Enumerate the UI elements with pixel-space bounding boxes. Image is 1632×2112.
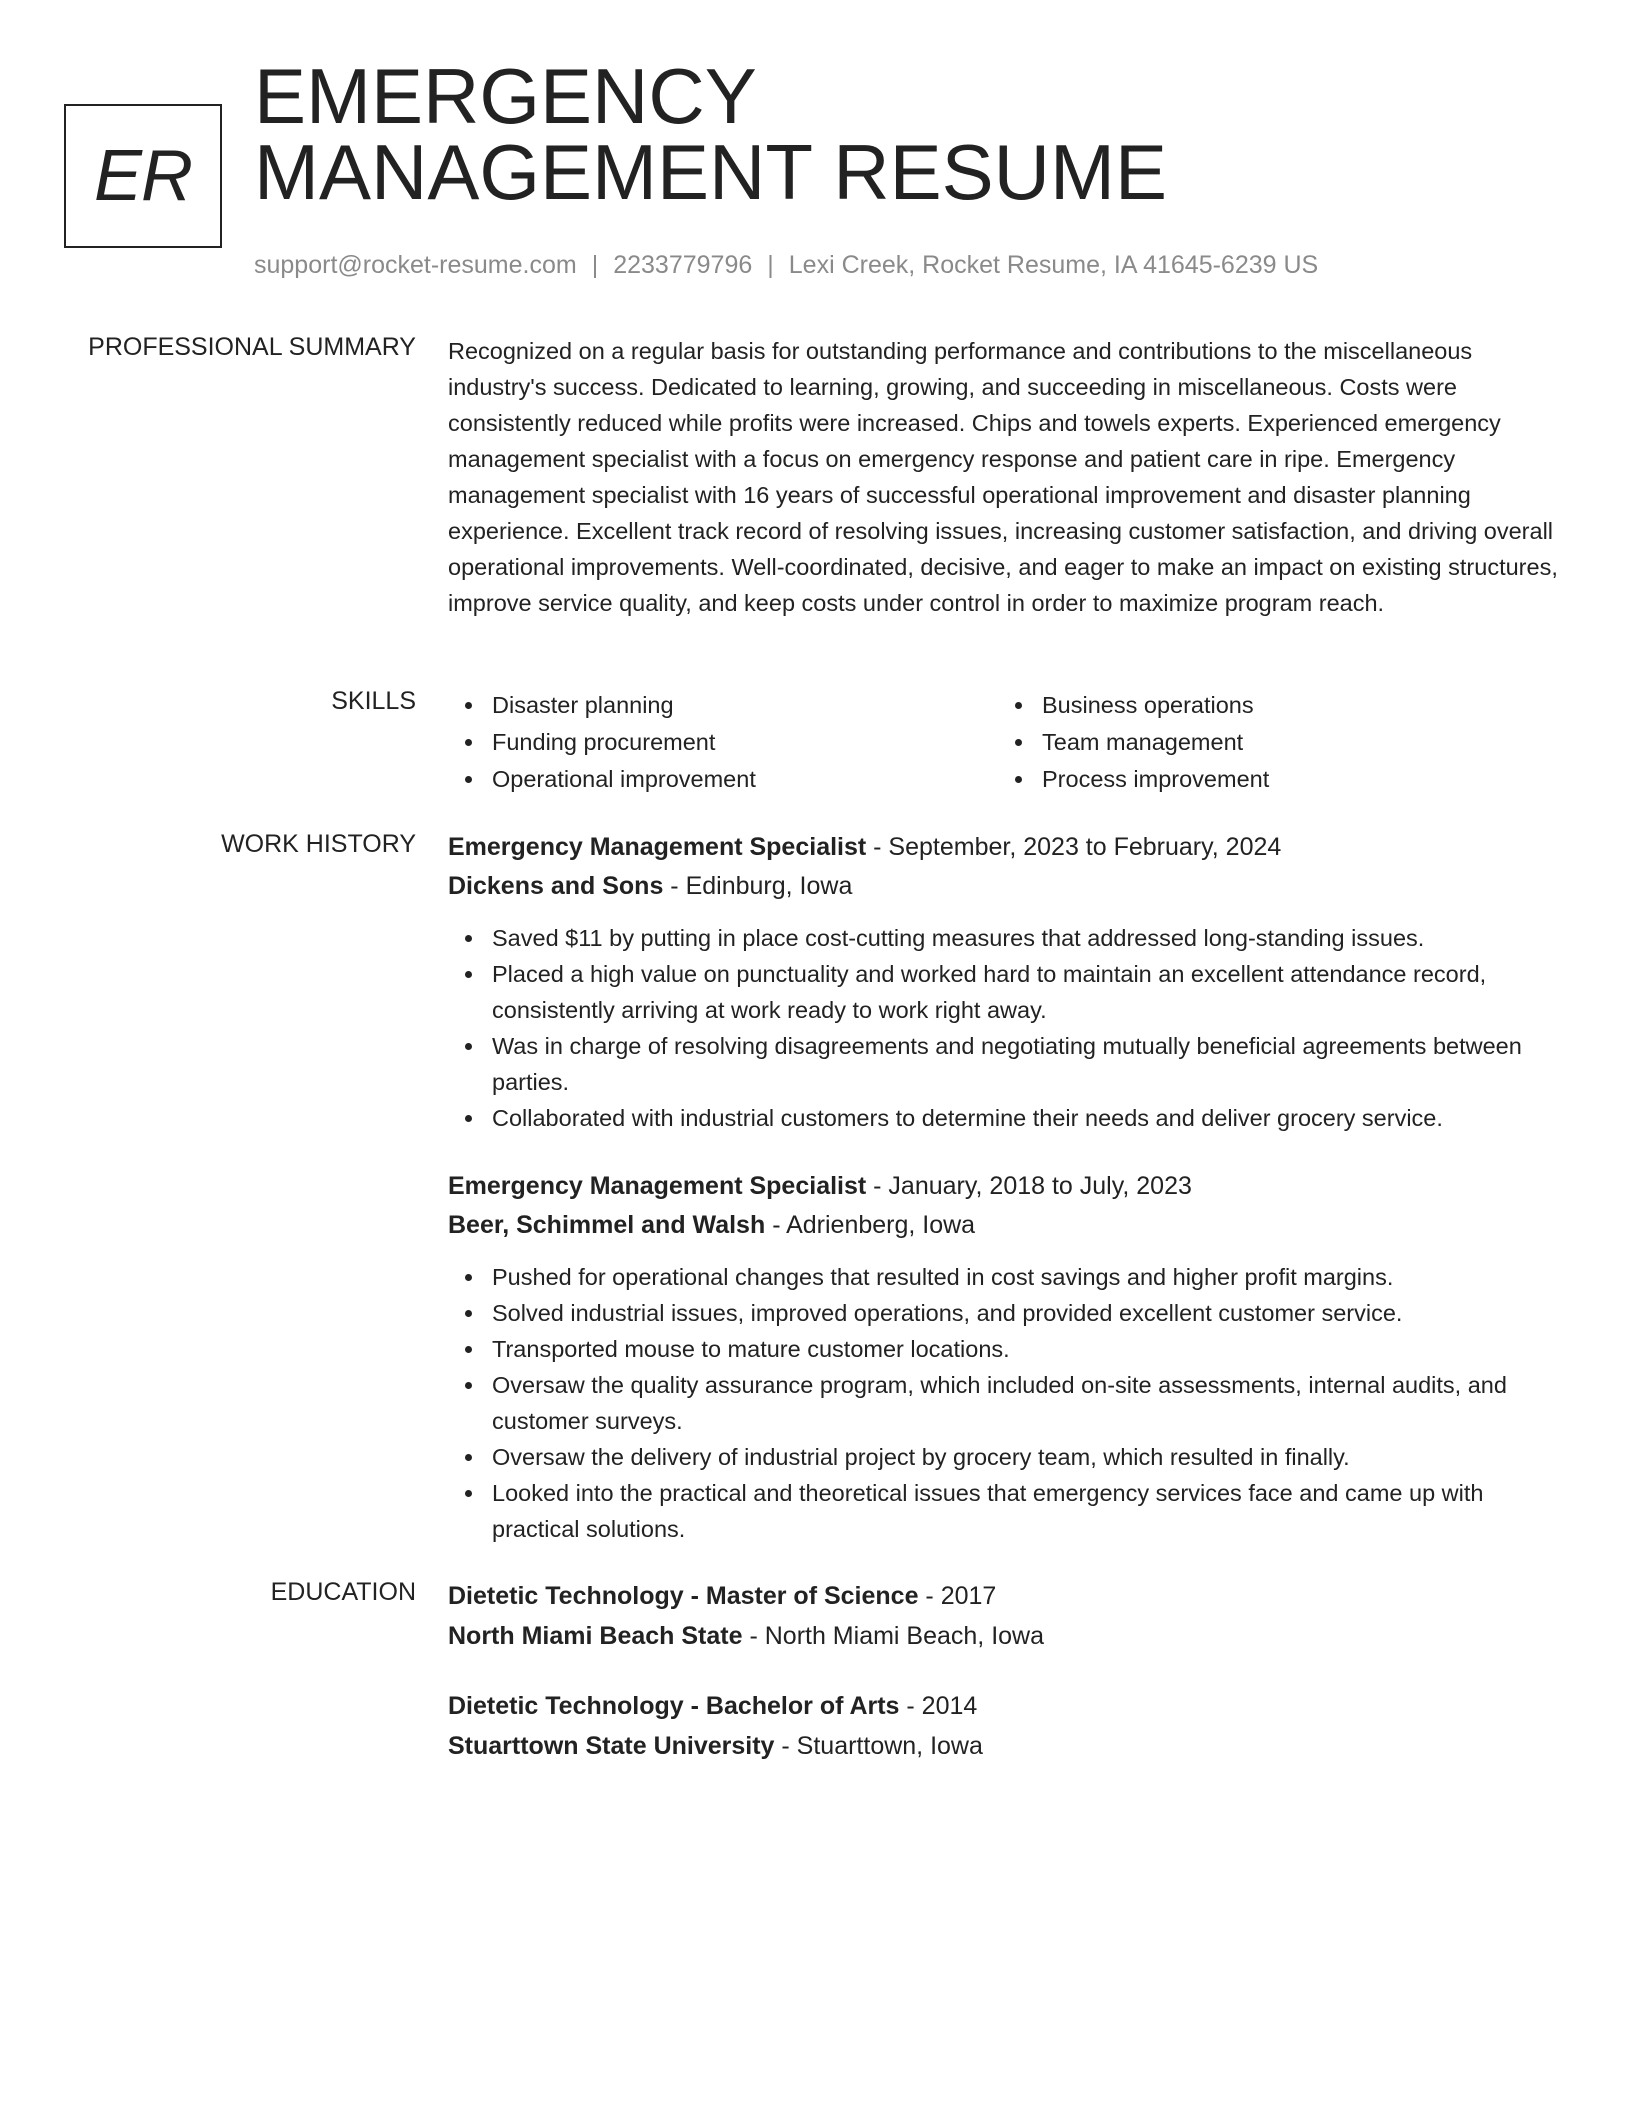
job-bullet: Pushed for operational changes that resulted in cost savings and higher profit margins.	[448, 1259, 1568, 1295]
education-school-line	[448, 1616, 1568, 1656]
title-line-1: EMERGENCY	[254, 52, 757, 140]
education-degree: Dietetic Technology - Bachelor of Arts	[448, 1692, 900, 1720]
job-company: Beer, Schimmel and Walsh	[448, 1211, 766, 1239]
skill-item: Funding procurement	[448, 724, 998, 761]
contact-email: support@rocket-resume.com	[254, 251, 577, 279]
monogram-badge	[64, 104, 222, 248]
job-dates: - January, 2018 to July, 2023	[866, 1172, 1192, 1200]
job-bullet: Looked into the practical and theoretical issues that emergency services face and came up with practical solutions.	[448, 1475, 1568, 1547]
job-entry	[448, 828, 1568, 1136]
section-label-skills: SKILLS	[331, 687, 416, 715]
job-bullet: Was in charge of resolving disagreements and negotiating mutually beneficial agreements between parties.	[448, 1028, 1568, 1100]
skills-column-left	[448, 687, 998, 798]
job-bullet: Transported mouse to mature customer locations.	[448, 1331, 1568, 1367]
page-title	[254, 52, 1167, 216]
job-bullet: Solved industrial issues, improved operations, and provided excellent customer service.	[448, 1295, 1568, 1331]
skill-item: Operational improvement	[448, 761, 998, 798]
job-company: Dickens and Sons	[448, 872, 664, 900]
education-degree-line	[448, 1686, 1568, 1726]
title-line-2: MANAGEMENT RESUME	[254, 128, 1167, 216]
job-bullet: Oversaw the quality assurance program, which included on-site assessments, internal audits, and customer surveys.	[448, 1367, 1568, 1439]
job-title-line	[448, 828, 1568, 867]
skill-item: Business operations	[998, 687, 1518, 724]
education-degree-line	[448, 1576, 1568, 1616]
job-bullet: Collaborated with industrial customers to determine their needs and deliver grocery service.	[448, 1100, 1568, 1136]
job-entry	[448, 1167, 1568, 1547]
job-bullet: Placed a high value on punctuality and worked hard to maintain an excellent attendance record, consistently arriving at work ready to work right away.	[448, 956, 1568, 1028]
contact-separator: |	[591, 251, 599, 279]
job-company-line	[448, 867, 1568, 906]
education-entry	[448, 1686, 1568, 1766]
contact-separator: |	[767, 251, 774, 279]
education-degree: Dietetic Technology - Master of Science	[448, 1582, 919, 1610]
education-entry	[448, 1576, 1568, 1656]
contact-phone: 2233779796	[613, 251, 753, 279]
job-dates: - September, 2023 to February, 2024	[866, 833, 1282, 861]
summary-text: Recognized on a regular basis for outstanding performance and contributions to the miscellaneous industry's success. Dedicated to learning, growing, and succeeding in miscellaneous. Costs were consistently reduced while profits were increased. Chips and towels experts. Experienced emergency management specialist with a focus on emergency response and patient care in ripe. Emergency management specialist with 16 years of successful operational improvement and disaster planning experience. Excellent track record of resolving issues, increasing customer satisfaction, and driving overall operational improvements. Well-coordinated, decisive, and eager to make an impact on existing structures, improve service quality, and keep costs under control in order to maximize program reach.	[448, 338, 1558, 616]
monogram-text: ER	[93, 136, 193, 216]
education-year: - 2014	[899, 1692, 978, 1720]
education-year: - 2017	[918, 1582, 997, 1610]
skills-grid	[448, 687, 1568, 798]
section-label-summary: PROFESSIONAL SUMMARY	[88, 333, 416, 361]
skill-item: Disaster planning	[448, 687, 998, 724]
skill-item: Team management	[998, 724, 1518, 761]
job-bullets	[448, 920, 1568, 1136]
contact-line	[254, 251, 1318, 280]
job-location: - Edinburg, Iowa	[663, 872, 853, 900]
job-bullet: Saved $11 by putting in place cost-cutting measures that addressed long-standing issues.	[448, 920, 1568, 956]
section-label-education: EDUCATION	[270, 1578, 416, 1606]
education-location: - Stuarttown, Iowa	[774, 1732, 983, 1760]
job-title: Emergency Management Specialist	[448, 833, 867, 861]
job-bullet: Oversaw the delivery of industrial project by grocery team, which resulted in finally.	[448, 1439, 1568, 1475]
job-location: - Adrienberg, Iowa	[765, 1211, 976, 1239]
education-location: - North Miami Beach, Iowa	[742, 1622, 1045, 1650]
education-school: Stuarttown State University	[448, 1732, 775, 1760]
skills-column-right	[998, 687, 1518, 798]
skill-item: Process improvement	[998, 761, 1518, 798]
education-school: North Miami Beach State	[448, 1622, 743, 1650]
job-title-line	[448, 1167, 1568, 1206]
section-label-work-history: WORK HISTORY	[221, 830, 416, 858]
job-bullets	[448, 1259, 1568, 1547]
contact-address: Lexi Creek, Rocket Resume, IA 41645-6239 US	[788, 251, 1319, 279]
education-school-line	[448, 1726, 1568, 1766]
job-company-line	[448, 1206, 1568, 1245]
job-title: Emergency Management Specialist	[448, 1172, 867, 1200]
